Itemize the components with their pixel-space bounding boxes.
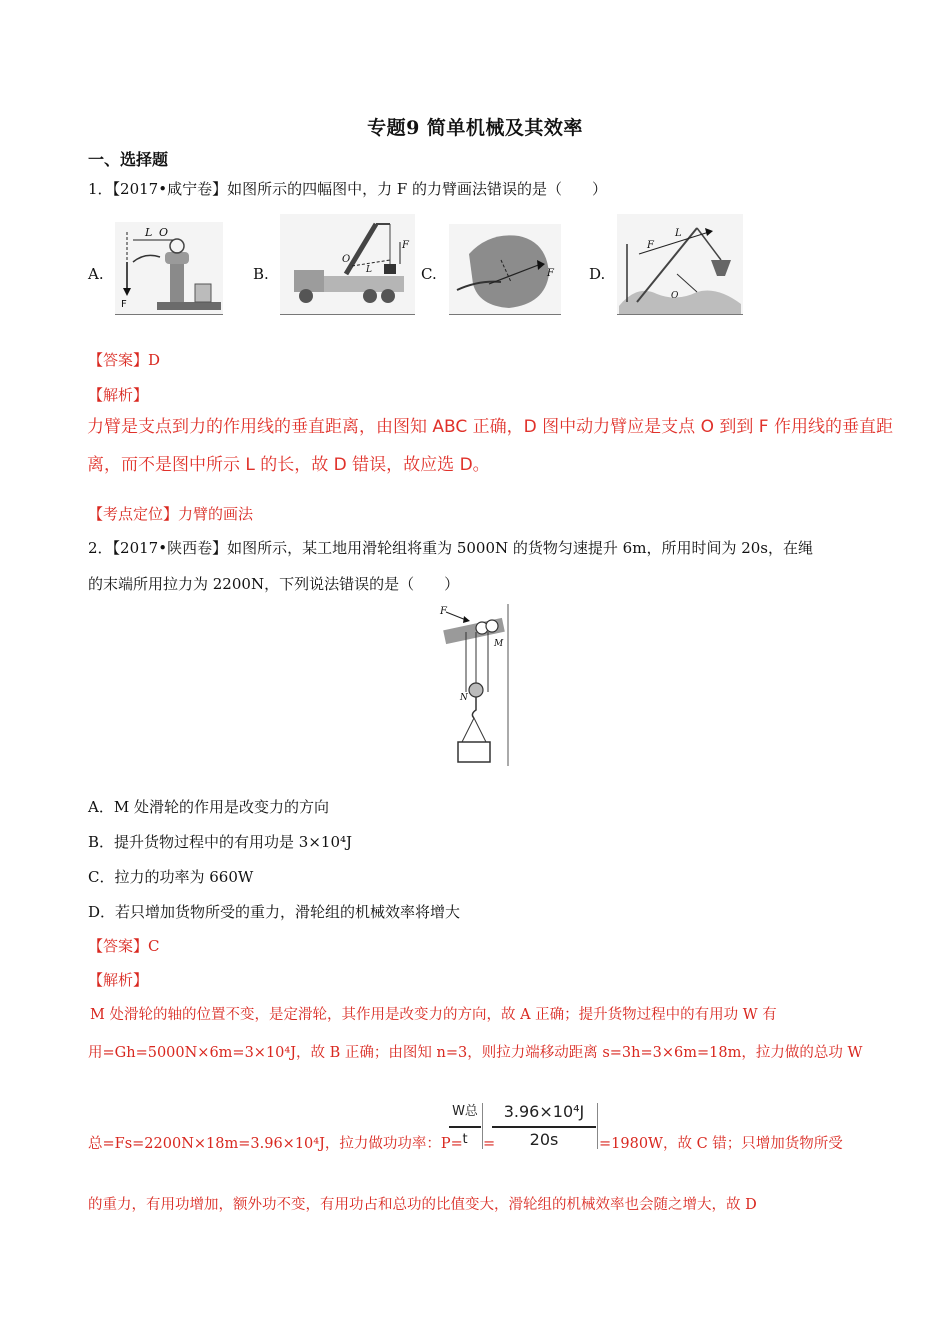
q1-d-label-l: L [675, 228, 682, 239]
page-title: 专题9 简单机械及其效率 [367, 117, 583, 139]
q2-analysis-line3a: 总=Fs=2200N×18m=3.96×10⁴J，拉力做功功率：P= [88, 1136, 463, 1152]
q1-keypoint-tag: 【考点定位】 [88, 505, 179, 523]
q1-keypoint [88, 503, 253, 525]
q2-frac2-denominator: 20s [529, 1130, 559, 1149]
q1-b-label-l: L [366, 265, 372, 275]
q1-d-label-f: F [647, 240, 654, 251]
q1-stem-text: 如图所示的四幅图中，力 F 的力臂画法错误的是（ ） [227, 180, 608, 198]
q2-source: 【2017•陕西卷】 [112, 539, 228, 557]
q1-answer-value: D [148, 351, 161, 369]
q2-stem-line1 [88, 537, 813, 559]
q2-analysis-line3b: =1980W，故 C 错；只增加货物所受 [599, 1136, 843, 1152]
q1-figure-d [617, 214, 743, 315]
q1-a-label-l: L [145, 226, 153, 239]
q2-frac2-bar [492, 1126, 596, 1128]
q1-number: 1． [88, 180, 113, 198]
q2-option-c: C．拉力的功率为 660W [88, 868, 254, 886]
q1-option-c-letter: C. [421, 265, 437, 283]
q2-option-d: D．若只增加货物所受的重力，滑轮组的机械效率将增大 [88, 903, 461, 921]
q2-analysis-line4: 的重力，有用功增加，额外功不变，有用功占和总功的比值变大，滑轮组的机械效率也会随之增大，故 D [88, 1197, 757, 1213]
q1-answer [88, 349, 160, 371]
q1-b-label-o: O [342, 254, 351, 265]
q2-analysis-line2: 用=Gh=5000N×6m=3×10⁴J，故 B 正确；由图知 n=3，则拉力端移动距离 s=3h=3×6m=18m，拉力做的总功 W [88, 1045, 863, 1061]
q2-answer-tag: 【答案】 [88, 937, 149, 955]
q2-label-m: M [494, 639, 504, 649]
q2-label-f: F [440, 606, 447, 617]
q1-option-a-letter: A. [88, 265, 104, 283]
q2-answer [88, 935, 160, 957]
q1-option-d-letter: D. [589, 265, 606, 283]
q2-stem-text1: 如图所示，某工地用滑轮组将重为 5000N 的货物匀速提升 6m，所用时间为 20s，在绳 [227, 539, 814, 557]
q2-frac1-bar [449, 1126, 481, 1128]
q2-frac1-denominator: t [462, 1132, 468, 1147]
q2-equals: = [483, 1136, 496, 1152]
q2-frac2-numerator: 3.96×10⁴J [503, 1102, 585, 1121]
q2-label-n: N [460, 693, 468, 703]
q1-d-label-o: O [671, 291, 679, 301]
q1-b-label-f: F [402, 240, 409, 251]
q1-figure-a [115, 222, 223, 315]
q2-analysis-tag: 【解析】 [88, 971, 149, 989]
q1-analysis-line2: 离，而不是图中所示 L 的长，故 D 错误，故应选 D。 [87, 455, 490, 475]
q1-source: 【2017•咸宁卷】 [112, 180, 228, 198]
q2-option-b: B．提升货物过程中的有用功是 3×10⁴J [88, 833, 353, 851]
q2-fraction-power [449, 1100, 481, 1154]
section-heading: 一、选择题 [88, 150, 169, 169]
q2-pulley-figure [436, 602, 512, 768]
q2-frac1-numerator: W总 [452, 1104, 478, 1119]
q2-analysis-line1: M 处滑轮的轴的位置不变，是定滑轮，其作用是改变力的方向，故 A 正确；提升货物过程中的有用功 W 有 [90, 1007, 777, 1023]
q1-analysis-tag: 【解析】 [88, 386, 149, 404]
q2-frac-separator-2 [597, 1103, 598, 1149]
q1-keypoint-text: 力臂的画法 [178, 505, 254, 523]
q2-number: 2． [88, 539, 113, 557]
q1-analysis-line1: 力臂是支点到力的作用线的垂直距离，由图知 ABC 正确，D 图中动力臂应是支点 O 到到 F 作用线的垂直距 [87, 417, 893, 437]
q1-option-b-letter: B. [253, 265, 269, 283]
q1-a-label-f: F [121, 299, 127, 310]
q2-answer-value: C [148, 937, 160, 955]
q1-stem [88, 178, 607, 200]
q2-fraction-value [492, 1100, 596, 1154]
q2-stem-line2: 的末端所用拉力为 2200N，下列说法错误的是（ ） [88, 575, 460, 593]
q1-figure-b [280, 214, 415, 315]
q1-answer-tag: 【答案】 [88, 351, 149, 369]
q1-figure-c [449, 224, 561, 315]
q2-option-a: A．M 处滑轮的作用是改变力的方向 [88, 798, 329, 816]
q1-a-label-o: O [159, 226, 169, 239]
q1-c-label-f: F [547, 268, 554, 279]
